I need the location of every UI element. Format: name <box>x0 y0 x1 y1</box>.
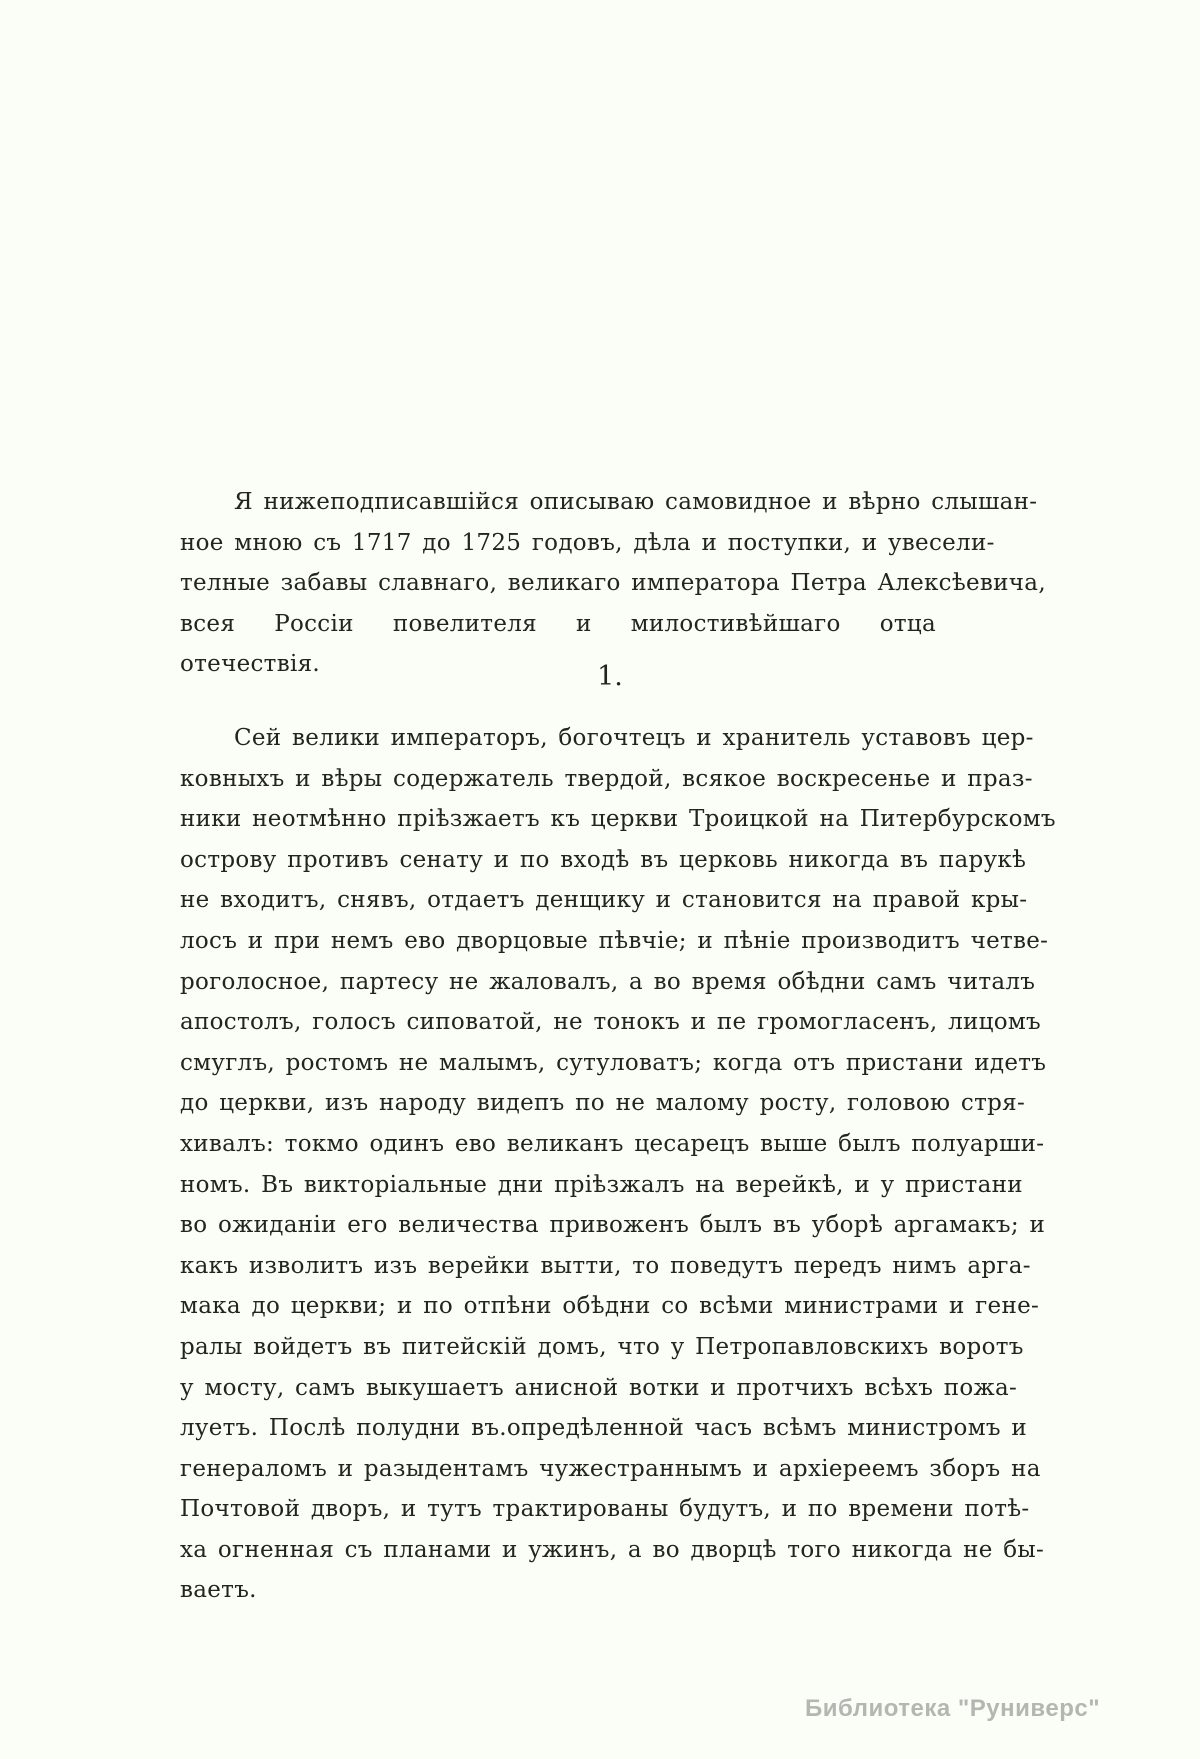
text-line: не входитъ, снявъ, отдаетъ денщику и становится на правой кры- <box>180 887 1028 914</box>
text-line: ники неотмѣнно пріѣзжаетъ къ церкви Троицкой на Питербурскомъ <box>180 806 1056 833</box>
text-line: у мосту, самъ выкушаетъ анисной вотки и протчихъ всѣхъ пожа- <box>180 1374 1018 1401</box>
text-line: всея Россіи повелителя и милостивѣйшаго отца отечествія. <box>180 610 936 678</box>
text-line: ха огненная съ планами и ужинъ, а во дворцѣ того никогда не бы- <box>180 1536 1045 1563</box>
text-line: роголосное, партесу не жаловалъ, а во время обѣдни самъ читалъ <box>180 968 1036 995</box>
text-line: Сей велики императоръ, богочтецъ и хранитель уставовъ цер- <box>234 725 1034 751</box>
text-line: ваетъ. <box>180 1577 257 1604</box>
text-line: генераломъ и разыдентамъ чужестраннымъ и архіереемъ зборъ на <box>180 1455 1041 1482</box>
text-line: острову противъ сенату и по входѣ въ церковь никогда въ парукѣ <box>180 846 1027 873</box>
text-line: Я нижеподписавшійся описываю самовидное и вѣрно слышан- <box>234 489 1038 515</box>
body-paragraph <box>180 718 1056 1611</box>
intro-paragraph <box>180 482 1046 678</box>
text-line: ное мною съ 1717 до 1725 годовъ, дѣла и поступки, и увесели- <box>180 529 995 556</box>
text-line: ралы войдетъ въ питейскій домъ, что у Петропавловскихъ воротъ <box>180 1333 1024 1360</box>
text-line: мака до церкви; и по отпѣни обѣдни со всѣми министрами и гене- <box>180 1293 1040 1320</box>
text-line: Почтовой дворъ, и тутъ трактированы будутъ, и по времени потѣ- <box>180 1496 1030 1523</box>
text-line: какъ изволитъ изъ верейки вытти, то поведутъ передъ нимъ арга- <box>180 1252 1031 1279</box>
section-number: 1. <box>597 661 623 692</box>
text-line: хивалъ: токмо одинъ ево великанъ цесарецъ выше былъ полуарши- <box>180 1130 1045 1157</box>
text-line: до церкви, изъ народу видепъ по не малому росту, головою стря- <box>180 1090 1026 1117</box>
library-watermark: Библиотека "Руниверс" <box>805 1695 1101 1722</box>
text-line: смуглъ, ростомъ не малымъ, сутуловатъ; когда отъ пристани идетъ <box>180 1049 1047 1076</box>
text-line: ковныхъ и вѣры содержатель твердой, всякое воскресенье и праз- <box>180 765 1033 792</box>
text-line: во ожиданіи его величества привоженъ былъ въ уборѣ аргамакъ; и <box>180 1212 1046 1239</box>
text-line: телные забавы славнаго, великаго императора Петра Алексѣевича, <box>180 570 1046 597</box>
text-line: луетъ. Послѣ полудни въ.опредѣленной часъ всѣмъ министромъ и <box>180 1415 1028 1442</box>
text-line: апостолъ, голосъ сиповатой, не тонокъ и пе громогласенъ, лицомъ <box>180 1009 1041 1036</box>
text-line: лосъ и при немъ ево дворцовые пѣвчіе; и пѣніе производитъ четве- <box>180 927 1049 954</box>
text-line: номъ. Въ викторіальные дни пріѣзжалъ на верейкѣ, и у пристани <box>180 1171 1023 1198</box>
